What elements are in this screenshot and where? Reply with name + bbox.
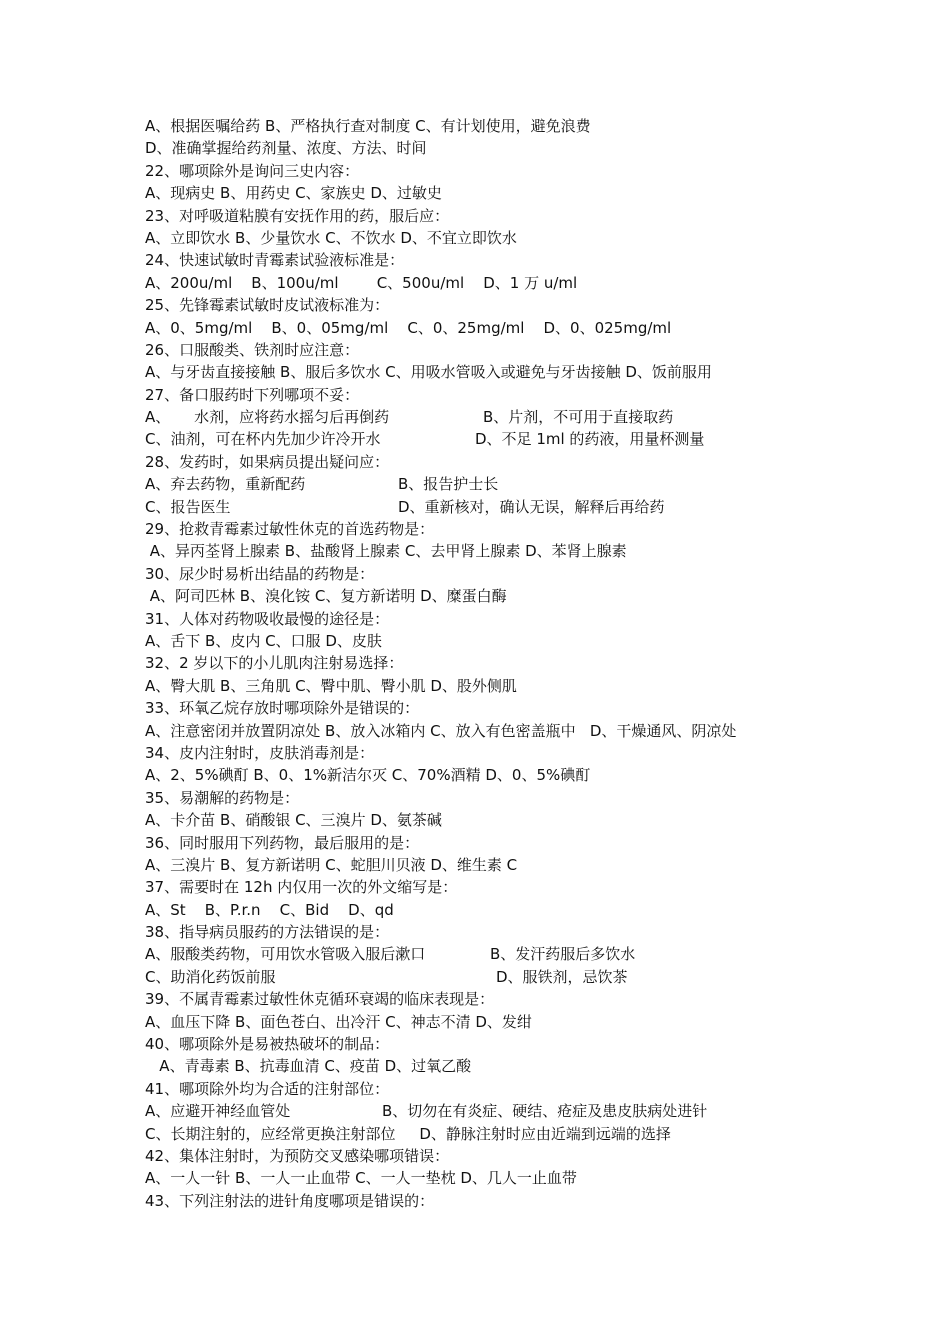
text-line <box>145 1055 935 1077</box>
text-line <box>145 1167 935 1189</box>
text-line <box>145 160 935 182</box>
line-text: 37、需要时在 12h 内仅用一次的外文缩写是： <box>145 878 458 897</box>
text-line <box>145 585 935 607</box>
line-text: 22、哪项除外是询问三史内容： <box>145 161 360 180</box>
line-text: 26、口服酸类、铁剂时应注意： <box>145 340 360 359</box>
text-line <box>145 137 935 159</box>
text-line <box>145 473 935 495</box>
line-text: A、臀大肌 B、三角肌 C、臀中肌、臀小肌 D、股外侧肌 <box>145 676 517 695</box>
text-line <box>145 697 935 719</box>
text-line <box>145 1190 935 1212</box>
text-line <box>145 428 935 450</box>
line-text: 40、哪项除外是易被热破坏的制品： <box>145 1035 390 1054</box>
text-line <box>145 205 935 227</box>
line-text: A、舌下 B、皮内 C、口服 D、皮肤 <box>145 631 382 650</box>
line-text-column-2: D、服铁剂，忌饮茶 <box>496 967 628 986</box>
text-line <box>145 361 935 383</box>
text-line <box>145 1011 935 1033</box>
line-text: A、注意密闭并放置阴凉处 B、放入冰箱内 C、放入有色密盖瓶中 D、干燥通风、阴凉处 <box>145 721 737 740</box>
text-line <box>145 317 935 339</box>
line-text: A、根据医嘱给药 B、严格执行查对制度 C、有计划使用，避免浪费 <box>145 117 591 135</box>
document-text-body <box>145 115 935 1212</box>
text-line <box>145 742 935 764</box>
line-text: A、立即饮水 B、少量饮水 C、不饮水 D、不宜立即饮水 <box>145 228 517 247</box>
text-line <box>145 809 935 831</box>
line-text: C、油剂，可在杯内先加少许冷开水 <box>145 430 381 449</box>
text-line <box>145 854 935 876</box>
text-line <box>145 451 935 473</box>
line-text: 36、同时服用下列药物，最后服用的是： <box>145 833 420 852</box>
line-text-column-2: B、片剂，不可用于直接取药 <box>483 408 674 427</box>
line-text-column-2: B、发汗药服后多饮水 <box>490 945 636 964</box>
line-text: C、助消化药饭前服 <box>145 967 276 986</box>
text-line <box>145 496 935 518</box>
line-text: 33、环氧乙烷存放时哪项除外是错误的： <box>145 699 420 718</box>
text-line <box>145 876 935 898</box>
line-text: A、阿司匹林 B、溴化铵 C、复方新诺明 D、糜蛋白酶 <box>145 587 507 606</box>
line-text: A、 水剂，应将药水摇匀后再倒药 <box>145 408 390 427</box>
line-text: 29、抢救青霉素过敏性休克的首选药物是： <box>145 520 435 539</box>
text-line <box>145 227 935 249</box>
text-line <box>145 272 935 294</box>
text-line <box>145 921 935 943</box>
line-text-column-2: B、切勿在有炎症、硬结、疮症及患皮肤病处进针 <box>382 1102 708 1121</box>
text-line <box>145 787 935 809</box>
line-text: A、弃去药物，重新配药 <box>145 475 306 494</box>
line-text: A、青毒素 B、抗毒血清 C、疫苗 D、过氧乙酸 <box>145 1057 472 1076</box>
text-line <box>145 832 935 854</box>
line-text: A、三溴片 B、复方新诺明 C、蛇胆川贝液 D、维生素 C <box>145 855 518 874</box>
line-text: 39、不属青霉素过敏性休克循环衰竭的临床表现是： <box>145 990 495 1009</box>
line-text: A、与牙齿直接接触 B、服后多饮水 C、用吸水管吸入或避免与牙齿接触 D、饭前服用 <box>145 363 712 382</box>
text-line <box>145 339 935 361</box>
text-line <box>145 1078 935 1100</box>
line-text: C、长期注射的，应经常更换注射部位 D、静脉注射时应由近端到远端的选择 <box>145 1124 671 1143</box>
text-line <box>145 943 935 965</box>
line-text: 28、发药时，如果病员提出疑问应： <box>145 452 390 471</box>
text-line <box>145 675 935 697</box>
line-text: A、服酸类药物，可用饮水管吸入服后漱口 <box>145 945 426 964</box>
line-text: 24、快速试敏时青霉素试验液标准是： <box>145 251 405 270</box>
line-text: C、报告医生 <box>145 497 231 516</box>
line-text: 30、尿少时易析出结晶的药物是： <box>145 564 375 583</box>
line-text-column-2: B、报告护士长 <box>398 475 499 494</box>
line-text: A、2、5%碘酊 B、0、1%新洁尔灭 C、70%酒精 D、0、5%碘酊 <box>145 766 591 785</box>
text-line <box>145 384 935 406</box>
text-line <box>145 1033 935 1055</box>
text-line <box>145 406 935 428</box>
text-line <box>145 988 935 1010</box>
text-line <box>145 518 935 540</box>
line-text: 38、指导病员服药的方法错误的是： <box>145 923 390 942</box>
line-text: 42、集体注射时，为预防交叉感染哪项错误： <box>145 1146 450 1165</box>
line-text: A、卡介苗 B、硝酸银 C、三溴片 D、氨茶碱 <box>145 811 442 830</box>
text-line <box>145 115 935 137</box>
text-line <box>145 764 935 786</box>
text-line <box>145 720 935 742</box>
text-line <box>145 563 935 585</box>
text-line <box>145 182 935 204</box>
line-text: 43、下列注射法的进针角度哪项是错误的： <box>145 1191 435 1210</box>
line-text-column-2: D、重新核对，确认无误，解释后再给药 <box>398 497 665 516</box>
text-line <box>145 630 935 652</box>
line-text: 23、对呼吸道粘膜有安抚作用的药，服后应： <box>145 206 450 225</box>
line-text: A、异丙荃肾上腺素 B、盐酸肾上腺素 C、去甲肾上腺素 D、苯肾上腺素 <box>145 542 627 561</box>
text-line <box>145 1123 935 1145</box>
line-text: 41、哪项除外均为合适的注射部位： <box>145 1079 390 1098</box>
line-text: A、0、5mg/ml B、0、05mg/ml C、0、25mg/ml D、0、025mg/ml <box>145 318 672 337</box>
text-line <box>145 540 935 562</box>
line-text-column-2: D、不足 1ml 的药液，用量杯测量 <box>475 430 705 449</box>
line-text: A、现病史 B、用药史 C、家族史 D、过敏史 <box>145 184 442 203</box>
line-text: 35、易潮解的药物是： <box>145 788 300 807</box>
line-text: A、200u/ml B、100u/ml C、500u/ml D、1 万 u/ml <box>145 273 578 292</box>
line-text: 25、先锋霉素试敏时皮试液标准为： <box>145 296 390 315</box>
line-text: A、应避开神经血管处 <box>145 1102 291 1121</box>
line-text: A、血压下降 B、面色苍白、出冷汗 C、神志不清 D、发绀 <box>145 1012 532 1031</box>
line-text: 34、皮内注射时，皮肤消毒剂是： <box>145 743 375 762</box>
text-line <box>145 652 935 674</box>
line-text: 32、2 岁以下的小儿肌肉注射易选择： <box>145 654 404 673</box>
line-text: 27、备口服药时下列哪项不妥： <box>145 385 360 404</box>
line-text: 31、人体对药物吸收最慢的途径是： <box>145 609 390 628</box>
line-text: D、准确掌握给药剂量、浓度、方法、时间 <box>145 139 427 158</box>
text-line <box>145 608 935 630</box>
text-line <box>145 249 935 271</box>
text-line <box>145 294 935 316</box>
text-line <box>145 899 935 921</box>
text-line <box>145 966 935 988</box>
text-line <box>145 1145 935 1167</box>
line-text: A、一人一针 B、一人一止血带 C、一人一垫枕 D、几人一止血带 <box>145 1169 577 1188</box>
text-line <box>145 1100 935 1122</box>
line-text: A、St B、P.r.n C、Bid D、qd <box>145 900 394 919</box>
